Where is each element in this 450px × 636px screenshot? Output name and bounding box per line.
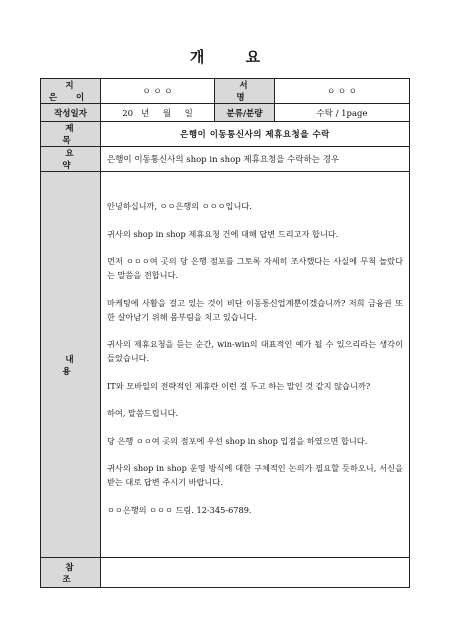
content-paragraph: 귀사의 shop in shop 운영 방식에 대한 구체적인 논의가 필요할 듯하오니, 서신을 받는 대로 답변 주시기 바랍니다. xyxy=(107,463,403,487)
date-label: 작성일자 xyxy=(41,104,101,122)
content-paragraph: 안녕하십니까, ㅇㅇ은행의 ㅇㅇㅇ입니다. xyxy=(107,201,252,211)
subject-label: 제 목 xyxy=(41,122,101,147)
content-paragraph: ㅇㅇ은행의 ㅇㅇㅇ 드림. 12-345-6789. xyxy=(107,504,252,515)
author-label: 지 은 이 xyxy=(41,79,101,104)
content-body xyxy=(101,172,410,558)
subject-value: 은행이 이동통신사의 제휴요청을 수락 xyxy=(101,122,410,147)
author-value: ㅇ ㅇ ㅇ xyxy=(101,79,215,104)
date-value: 20 년 월 일 xyxy=(101,104,215,122)
content-paragraph: 당 은행 ㅇㅇ여 곳의 점포에 우선 shop in shop 입점을 하였으면 합니다. xyxy=(107,435,368,446)
content-paragraph: 마케팅에 사활을 걸고 있는 것이 비단 이동통신업계뿐이겠습니까? 저희 금융권 또한 살아남기 위해 몸부림을 치고 있습니다. xyxy=(107,297,403,322)
reference-value xyxy=(101,558,410,588)
content-paragraph: 하여, 말씀드립니다. xyxy=(107,408,179,418)
content-paragraph: 귀사의 shop in shop 제휴요청 건에 대해 답변 드리고자 합니다. xyxy=(107,228,339,239)
signature-label: 서 명 xyxy=(215,79,275,104)
content-paragraph: 귀사의 제휴요청을 듣는 순간, win-win의 대표적인 예가 될 수 있으리라는 생각이 들었습니다. xyxy=(107,339,403,363)
content-label: 내 용 xyxy=(41,172,101,558)
category-label: 분류/분량 xyxy=(215,104,275,122)
summary-value: 은행이 이동통신사의 shop in shop 제휴요청을 수락하는 경우 xyxy=(101,147,410,172)
summary-label: 요 약 xyxy=(41,147,101,172)
document-title: 개 요 xyxy=(189,48,279,66)
signature-value: ㅇ ㅇ ㅇ xyxy=(275,79,410,104)
reference-label: 참 조 xyxy=(41,558,101,588)
category-value: 수탁 / 1page xyxy=(275,104,410,122)
content-paragraph: 먼저 ㅇㅇㅇ여 곳의 당 은행 점포를 그토록 자세히 조사했다는 사실에 무척 놀랐다는 말씀을 전합니다. xyxy=(107,256,403,280)
summary-form-table xyxy=(40,78,410,588)
content-paragraph: IT와 모바일의 전략적인 제휴란 이런 걸 두고 하는 말인 것 같지 않습니까? xyxy=(107,380,371,391)
